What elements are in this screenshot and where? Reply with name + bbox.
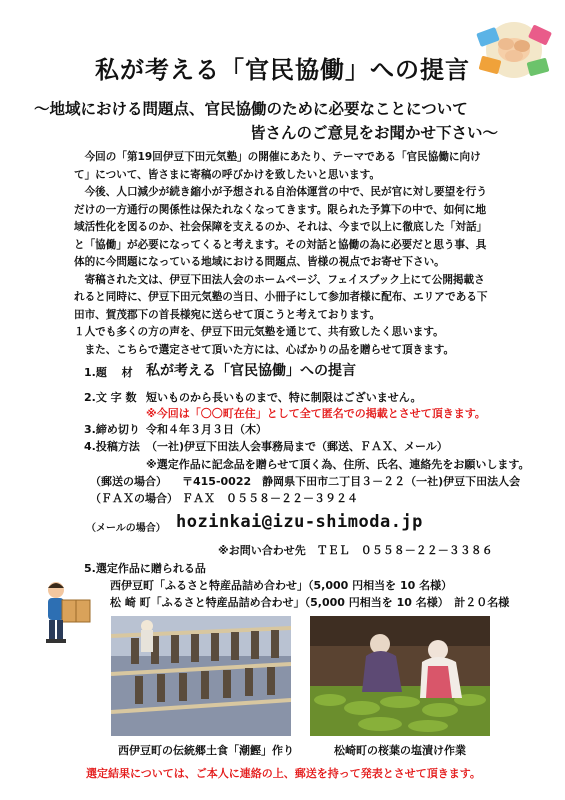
deadline-value: 令和４年３月３日（木） bbox=[146, 423, 267, 436]
email-address[interactable]: hozinkai@izu-shimoda.jp bbox=[176, 512, 423, 532]
photo-cherry-leaves bbox=[310, 616, 490, 736]
page-title: 私が考える「官民協働」への提言 bbox=[95, 56, 470, 84]
prize-nishiizu: 西伊豆町「ふるさと特産品詰め合わせ」（5,000 円相当を 10 名様） bbox=[110, 579, 453, 592]
submit-label: 4.投稿方法 bbox=[84, 440, 140, 453]
intro-paragraph: 今回の「第19回伊豆下田元気塾」の開催にあたり、テーマである「官民協働に向けて」について、皆さまに寄稿の呼びかけを致したいと思います。 bbox=[74, 151, 481, 181]
fax-number: ＦＡＸ ０５５８－２２－３９２４ bbox=[182, 492, 358, 505]
intro-paragraph: １人でも多くの方の声を、伊豆下田元気塾を通じて、共有致したく思います。 bbox=[74, 326, 444, 338]
intro-paragraph: 今後、人口減少が続き縮小が予想される自治体運営の中で、民が官に対し要望を行うだけの一方通行の関係性は保たれなくなってきます。限られた予算下の中で、如何に地域活性化を図るのか、社会保障を支えるのか、それは、今まで以上に徹底した「対話」と「協働」が必要になってくると考えます。その対話と協働の為に必要だと思う事、具体的に今問題になっている地域における問題点、皆様の視点でお寄せ下さい。 bbox=[74, 186, 488, 268]
fax-label: （ＦＡＸの場合） bbox=[90, 492, 178, 505]
subtitle-line-1: ～地域における問題点、官民協働のために必要なことについて bbox=[34, 100, 468, 118]
mail-label: （郵送の場合） bbox=[90, 475, 167, 488]
theme-label: 1.題 材 bbox=[84, 366, 133, 379]
email-label: （メールの場合） bbox=[86, 523, 166, 534]
count-value: 短いものから長いものまで、特に制限はございません。 bbox=[146, 391, 422, 404]
intro-paragraph: 寄稿された文は、伊豆下田法人会のホームページ、フェイスブック上にて公開掲載されると同時に、伊豆下田元気塾の当日、小冊子にして参加者様に配布、エリアである下田市、賀茂郡下の首長様宛に送らせて頂こうと考えております。 bbox=[74, 273, 488, 321]
anonymity-note: ※今回は「〇〇町在住」として全て匿名での掲載とさせて頂きます。 bbox=[146, 407, 486, 420]
count-label: 2.文 字 数 bbox=[84, 391, 137, 404]
photo-dried-bonito bbox=[111, 616, 291, 736]
submit-value: （一社)伊豆下田法人会事務局まで（郵送、ＦＡＸ、メール） bbox=[146, 440, 448, 453]
prize-label: 5.選定作品に贈られる品 bbox=[84, 562, 206, 575]
subtitle-line-2: 皆さんのご意見をお聞かせ下さい～ bbox=[250, 124, 499, 142]
inquiry-phone: ※お問い合わせ先 ＴＥＬ ０５５８－２２－３３８６ bbox=[218, 544, 493, 557]
right-photo-caption: 松崎町の桜葉の塩漬け作業 bbox=[334, 744, 466, 757]
submit-note: ※選定作品に記念品を贈らせて頂く為、住所、氏名、連絡先をお願いします。 bbox=[146, 458, 530, 471]
intro-paragraph: また、こちらで選定させて頂いた方には、心ばかりの品を贈らせて頂きます。 bbox=[84, 343, 455, 356]
intro-text bbox=[74, 149, 494, 359]
prize-matsuzaki: 松 崎 町「ふるさと特産品詰め合わせ」（5,000 円相当を 10 名様） 計２０名様 bbox=[110, 596, 510, 609]
selection-result-note: 選定結果については、ご本人に連絡の上、郵送を持って発表とさせて頂きます。 bbox=[86, 767, 481, 780]
left-photo-caption: 西伊豆町の伝統郷土食「潮鰹」作り bbox=[118, 744, 294, 757]
delivery-person-illustration bbox=[40, 578, 102, 648]
deadline-label: 3.締め切り bbox=[84, 423, 140, 436]
theme-value: 私が考える「官民協働」への提言 bbox=[146, 363, 356, 379]
mail-address: 〒415-0022 静岡県下田市二丁目３－２２（一社)伊豆下田法人会 bbox=[182, 475, 521, 488]
